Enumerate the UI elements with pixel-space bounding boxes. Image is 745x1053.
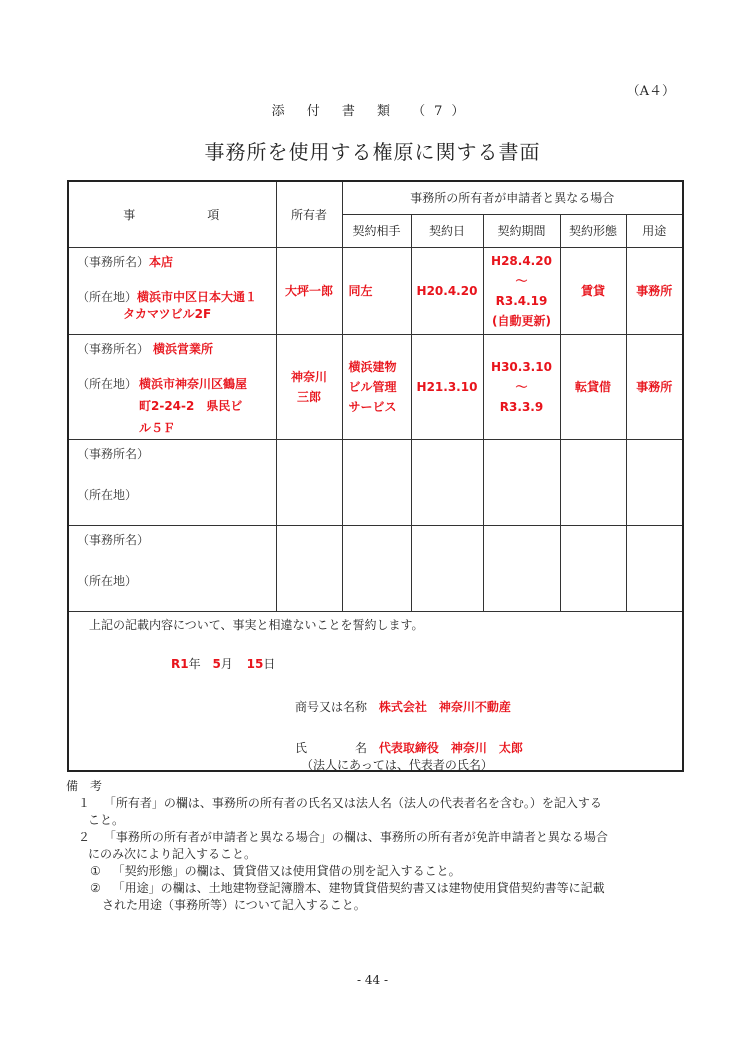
empty-cell: [276, 525, 342, 611]
sub-note-1: [66, 863, 691, 880]
office-name-label: （事務所名）: [77, 341, 150, 356]
period-cell: [483, 334, 560, 439]
party-value: 横浜建物: [348, 359, 397, 374]
header-group: 事務所の所有者が申請者と異なる場合: [342, 181, 683, 214]
name-value: 代表取締役 神奈川 太郎: [378, 740, 523, 755]
office-name-value: 本店: [149, 254, 174, 269]
pledge-day: 15: [246, 656, 264, 671]
facility-cell: [68, 439, 276, 525]
sub-note-2-text: 「用途」の欄は、土地建物登記簿謄本、建物賃貸借契約書又は建物使用貸借契約書等に記載: [112, 881, 605, 895]
note-2-cont: にのみ次により記入すること。: [88, 847, 257, 861]
party-value-cont: サービス: [348, 399, 397, 414]
period-end: R3.3.9: [499, 399, 544, 414]
year-unit: 年: [188, 656, 201, 671]
empty-cell: [560, 439, 626, 525]
header-period: 契約期間: [483, 214, 560, 247]
office-rights-table: [67, 180, 684, 772]
pledge-cell: [68, 611, 683, 771]
owner-value-cont: 三郎: [296, 389, 321, 404]
attachment-label: 添 付 書 類 （7）: [271, 104, 474, 119]
header-owner: 所有者: [276, 181, 342, 247]
sub-note-2: [66, 880, 691, 897]
office-name-label: （事務所名）: [77, 254, 150, 269]
name-note: （法人にあっては、代表者の氏名）: [301, 757, 493, 772]
sub-note-1-num: ①: [90, 864, 101, 878]
note-1: [66, 795, 691, 812]
table-row: [68, 334, 683, 439]
pledge-text: 上記の記載内容について、事実と相違ないことを誓約します。: [89, 617, 424, 632]
company-line: [295, 698, 511, 715]
form-value: 転貸借: [560, 334, 626, 439]
empty-cell: [626, 525, 683, 611]
name-line: [295, 739, 523, 756]
note-1-cont: こと。: [88, 813, 125, 827]
notes-section: [66, 778, 691, 914]
location-label: （所在地）: [77, 487, 138, 502]
name-label: 氏 名: [295, 740, 368, 755]
empty-cell: [560, 525, 626, 611]
sub-note-2-num: ②: [90, 881, 101, 895]
period-end: R3.4.19: [495, 293, 548, 308]
empty-cell: [483, 525, 560, 611]
page-title: 事務所を使用する権原に関する書面: [204, 140, 541, 164]
header-date: 契約日: [411, 214, 483, 247]
location-label: （所在地）: [77, 289, 138, 304]
facility-cell: [68, 247, 276, 334]
header-use: 用途: [626, 214, 683, 247]
owner-value: 大坪一郎: [276, 247, 342, 334]
office-name-label: （事務所名）: [77, 532, 150, 547]
company-label: 商号又は名称: [295, 699, 368, 714]
header-matter: 事 項: [68, 181, 276, 247]
company-value: 株式会社 神奈川不動産: [378, 699, 511, 714]
paper-size-label: （A４）: [626, 84, 675, 99]
period-cell: [483, 247, 560, 334]
party-cell: [342, 334, 411, 439]
pledge-row: [68, 611, 683, 771]
location-value-cont: タカマツビル2F: [123, 306, 212, 321]
empty-cell: [411, 439, 483, 525]
day-unit: 日: [263, 656, 276, 671]
use-value: 事務所: [626, 247, 683, 334]
period-tilde: ～: [515, 273, 528, 288]
sub-note-1-text: 「契約形態」の欄は、賃貸借又は使用貸借の別を記入すること。: [112, 864, 461, 878]
form-value: 賃貸: [560, 247, 626, 334]
period-start: H28.4.20: [491, 253, 552, 268]
pledge-month: 5: [212, 656, 221, 671]
location-label: （所在地）: [77, 376, 138, 391]
empty-cell: [342, 525, 411, 611]
location-value: 横浜市中区日本大通１: [137, 289, 258, 304]
empty-cell: [342, 439, 411, 525]
empty-cell: [483, 439, 560, 525]
owner-value: 神奈川: [290, 369, 327, 384]
location-value-cont: 町2-24-2 県民ビ: [139, 398, 243, 413]
location-value: 横浜市神奈川区鶴屋: [139, 376, 248, 391]
facility-cell: [68, 334, 276, 439]
period-tilde: ～: [515, 379, 528, 394]
page-number: - 44 -: [356, 973, 388, 987]
table-row: [68, 247, 683, 334]
table-row: [68, 525, 683, 611]
party-value: 同左: [342, 247, 411, 334]
empty-cell: [411, 525, 483, 611]
period-note: (自動更新): [492, 313, 551, 328]
sub-note-2-cont: された用途（事務所等）について記入すること。: [102, 898, 366, 912]
location-value-cont: ル５Ｆ: [139, 420, 176, 435]
location-label: （所在地）: [77, 573, 138, 588]
note-1-text: 「所有者」の欄は、事務所の所有者の氏名又は法人名（法人の代表者名を含む。）を記入する: [103, 796, 602, 810]
table-row: [68, 439, 683, 525]
period-start: H30.3.10: [491, 359, 552, 374]
party-value-cont: ビル管理: [348, 379, 397, 394]
month-unit: 月: [220, 656, 233, 671]
note-1-num: １: [78, 796, 91, 810]
use-value: 事務所: [626, 334, 683, 439]
empty-cell: [276, 439, 342, 525]
header-party: 契約相手: [342, 214, 411, 247]
office-name-label: （事務所名）: [77, 446, 150, 461]
empty-cell: [626, 439, 683, 525]
notes-heading: 備 考: [66, 779, 103, 793]
owner-cell: [276, 334, 342, 439]
note-2: [66, 829, 691, 846]
note-2-num: ２: [78, 830, 91, 844]
pledge-year: R1: [171, 656, 189, 671]
header-form: 契約形態: [560, 214, 626, 247]
date-value: H21.3.10: [411, 334, 483, 439]
pledge-date: [171, 655, 275, 672]
date-value: H20.4.20: [411, 247, 483, 334]
facility-cell: [68, 525, 276, 611]
note-2-text: 「事務所の所有者が申請者と異なる場合」の欄は、事務所の所有者が免許申請者と異なる場合: [103, 830, 608, 844]
office-name-value: 横浜営業所: [153, 341, 214, 356]
